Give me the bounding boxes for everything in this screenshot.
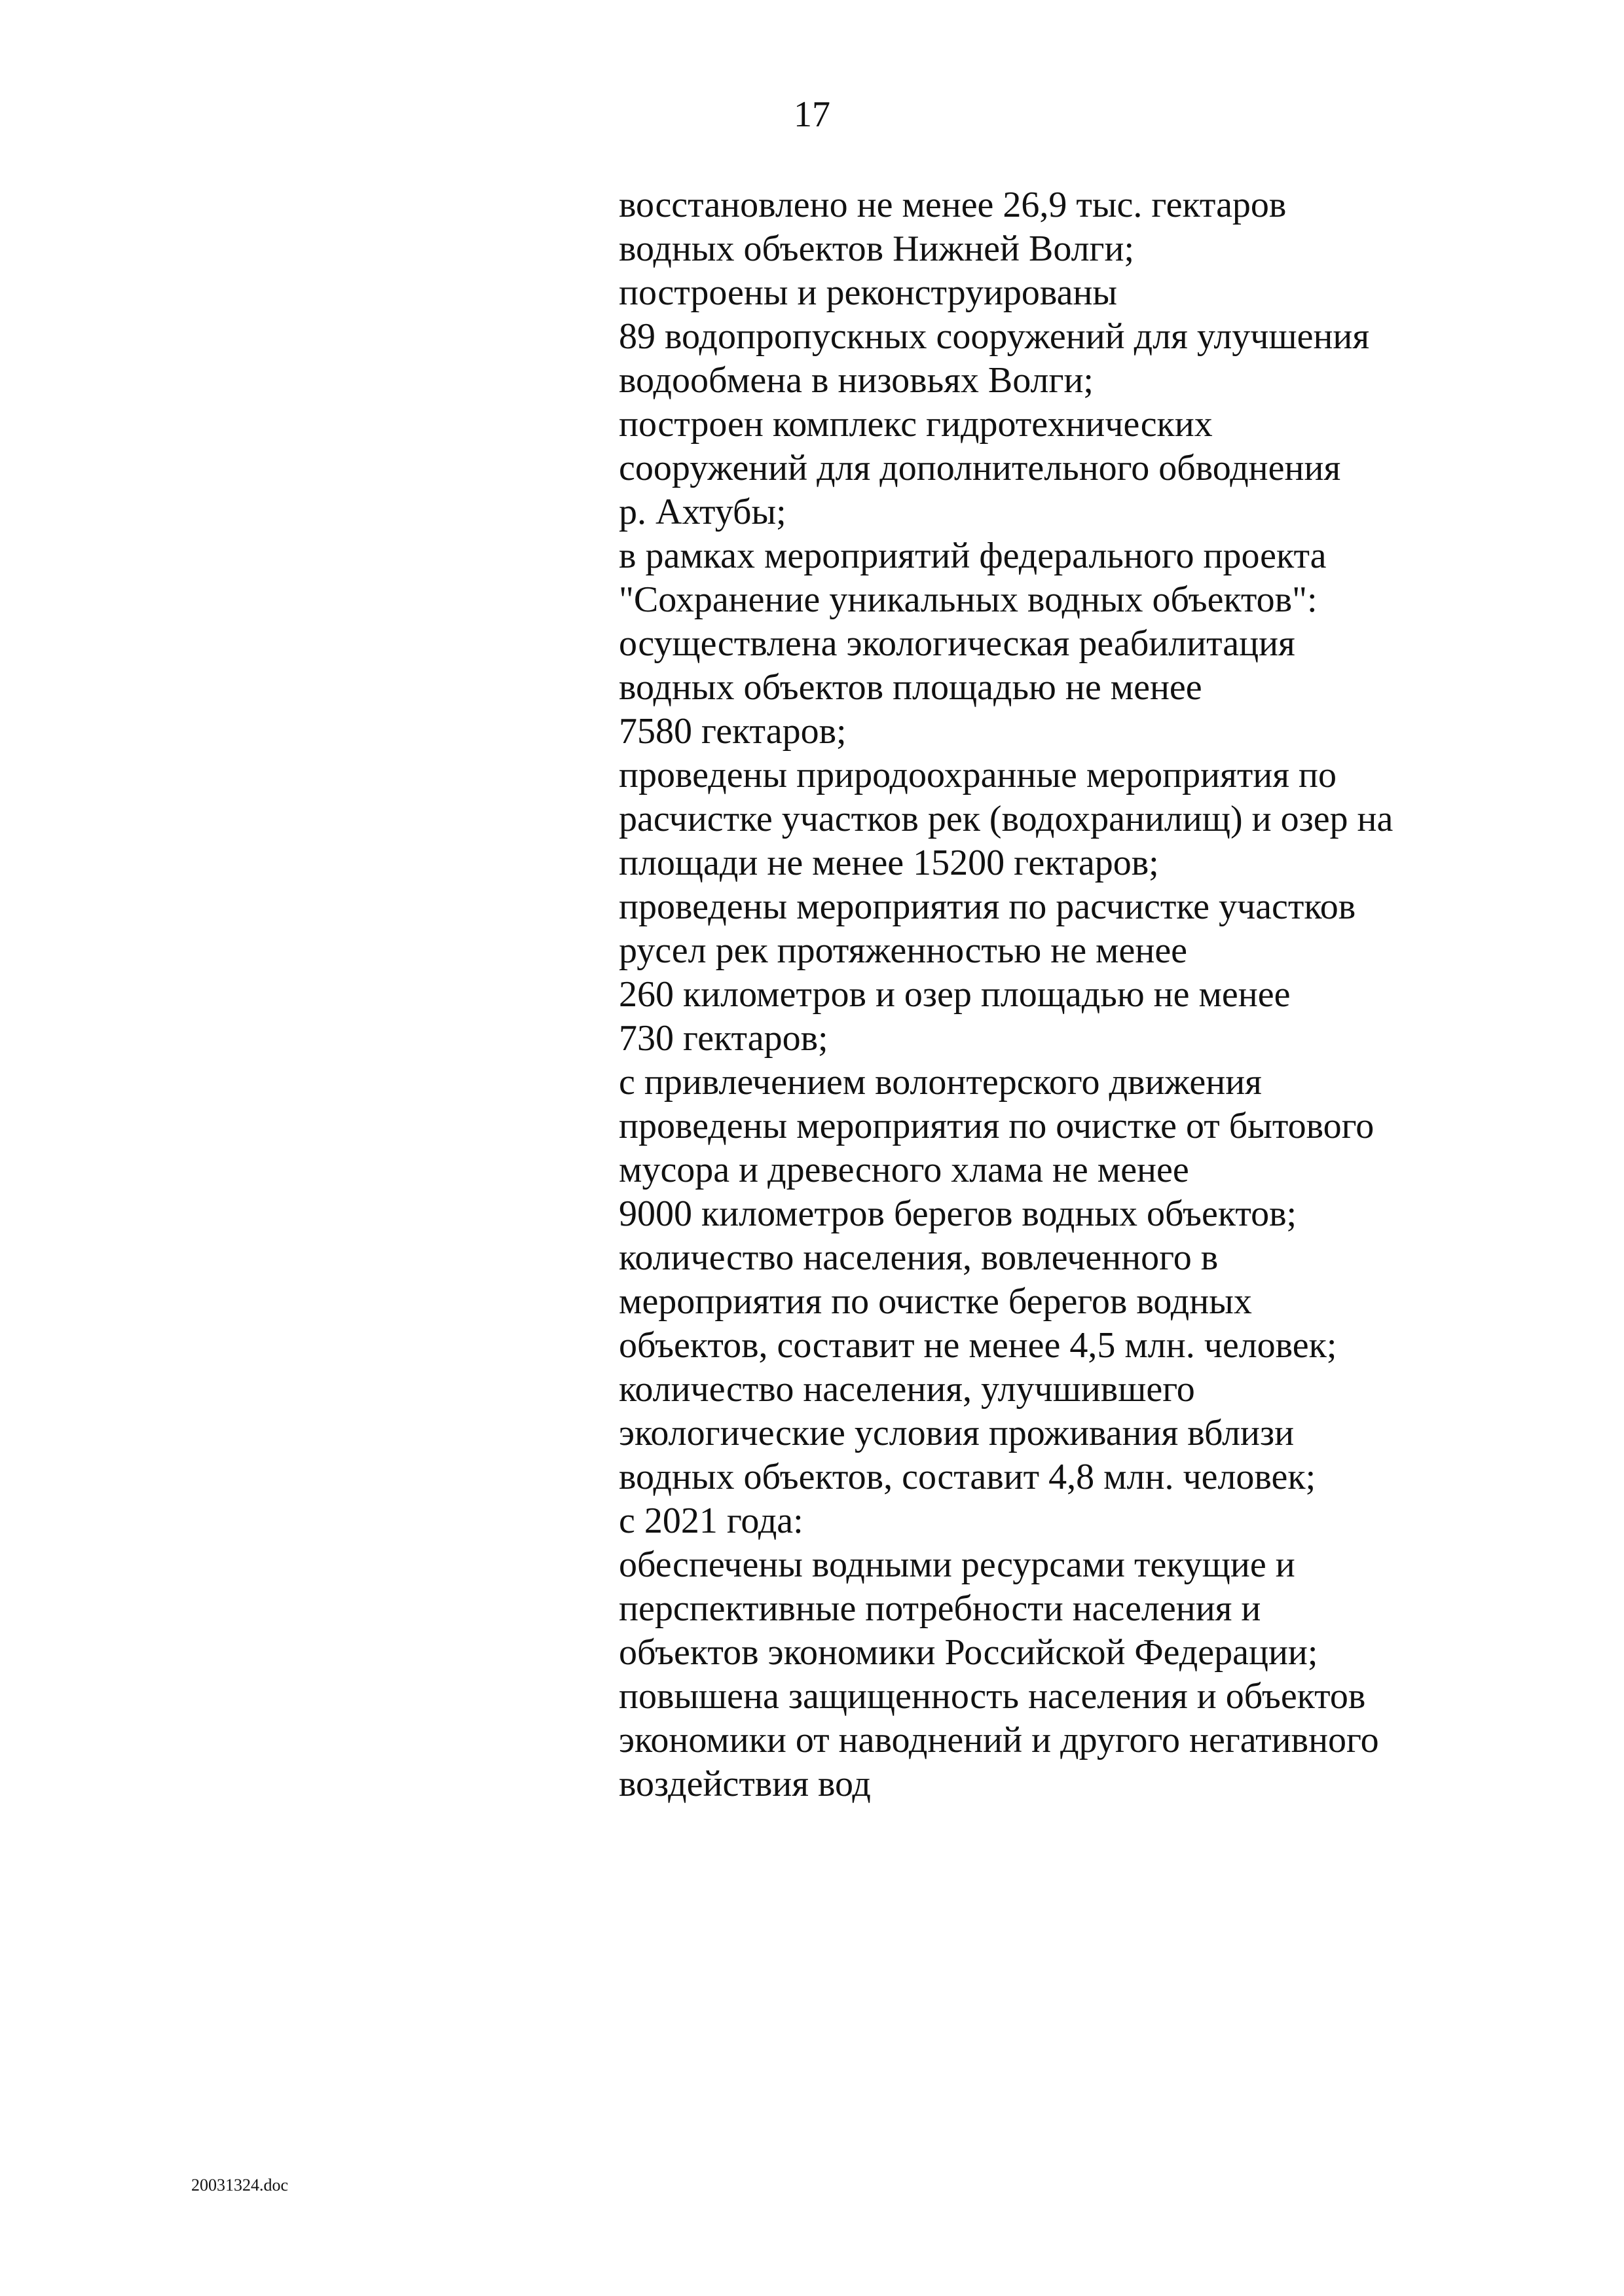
text-line: проведены мероприятия по расчистке участков (619, 886, 1356, 927)
text-line: "Сохранение уникальных водных объектов": (619, 579, 1318, 620)
text-line: р. Ахтубы; (619, 492, 786, 532)
text-line: обеспечены водными ресурсами текущие и (619, 1544, 1295, 1585)
text-line: количество населения, улучшившего (619, 1369, 1195, 1410)
text-line: русел рек протяженностью не менее (619, 930, 1188, 971)
text-line: 260 километров и озер площадью не менее (619, 974, 1291, 1015)
text-line: мусора и древесного хлама не менее (619, 1150, 1189, 1190)
body-text (619, 183, 1536, 1806)
text-line: проведены мероприятия по очистке от бытового (619, 1106, 1375, 1146)
text-line: водных объектов, составит 4,8 млн. человек; (619, 1457, 1316, 1497)
text-line: объектов экономики Российской Федерации; (619, 1632, 1318, 1673)
text-line: восстановлено не менее 26,9 тыс. гектаров (619, 185, 1287, 225)
text-line: в рамках мероприятий федерального проекта (619, 536, 1327, 576)
text-line: построены и реконструированы (619, 272, 1118, 313)
text-line: с 2021 года: (619, 1501, 803, 1541)
text-line: экологические условия проживания вблизи (619, 1413, 1295, 1453)
text-line: с привлечением волонтерского движения (619, 1062, 1262, 1102)
text-line: 89 водопропускных сооружений для улучшения (619, 316, 1370, 357)
text-line: 9000 километров берегов водных объектов; (619, 1194, 1297, 1234)
text-line: построен комплекс гидротехнических (619, 404, 1213, 445)
page-number: 17 (794, 94, 830, 135)
text-line: 730 гектаров; (619, 1018, 828, 1059)
footer-filename: 20031324.doc (191, 2176, 289, 2195)
text-line: осуществлена экологическая реабилитация (619, 623, 1295, 664)
text-line: 7580 гектаров; (619, 711, 847, 752)
text-line: экономики от наводнений и другого негативного (619, 1720, 1379, 1760)
text-line: количество населения, вовлеченного в (619, 1237, 1219, 1278)
text-line: водных объектов площадью не менее (619, 667, 1202, 708)
text-line: расчистке участков рек (водохранилищ) и озер на (619, 799, 1393, 839)
text-line: мероприятия по очистке берегов водных (619, 1281, 1252, 1322)
text-line: водных объектов Нижней Волги; (619, 228, 1135, 269)
text-line: воздействия вод (619, 1764, 871, 1804)
text-line: повышена защищенность населения и объектов (619, 1676, 1366, 1717)
text-line: сооружений для дополнительного обводнения (619, 448, 1341, 488)
text-line: площади не менее 15200 гектаров; (619, 843, 1159, 883)
text-line: объектов, составит не менее 4,5 млн. человек; (619, 1325, 1337, 1366)
text-line: водообмена в низовьях Волги; (619, 360, 1094, 401)
text-line: проведены природоохранные мероприятия по (619, 755, 1337, 795)
text-line: перспективные потребности населения и (619, 1588, 1261, 1629)
